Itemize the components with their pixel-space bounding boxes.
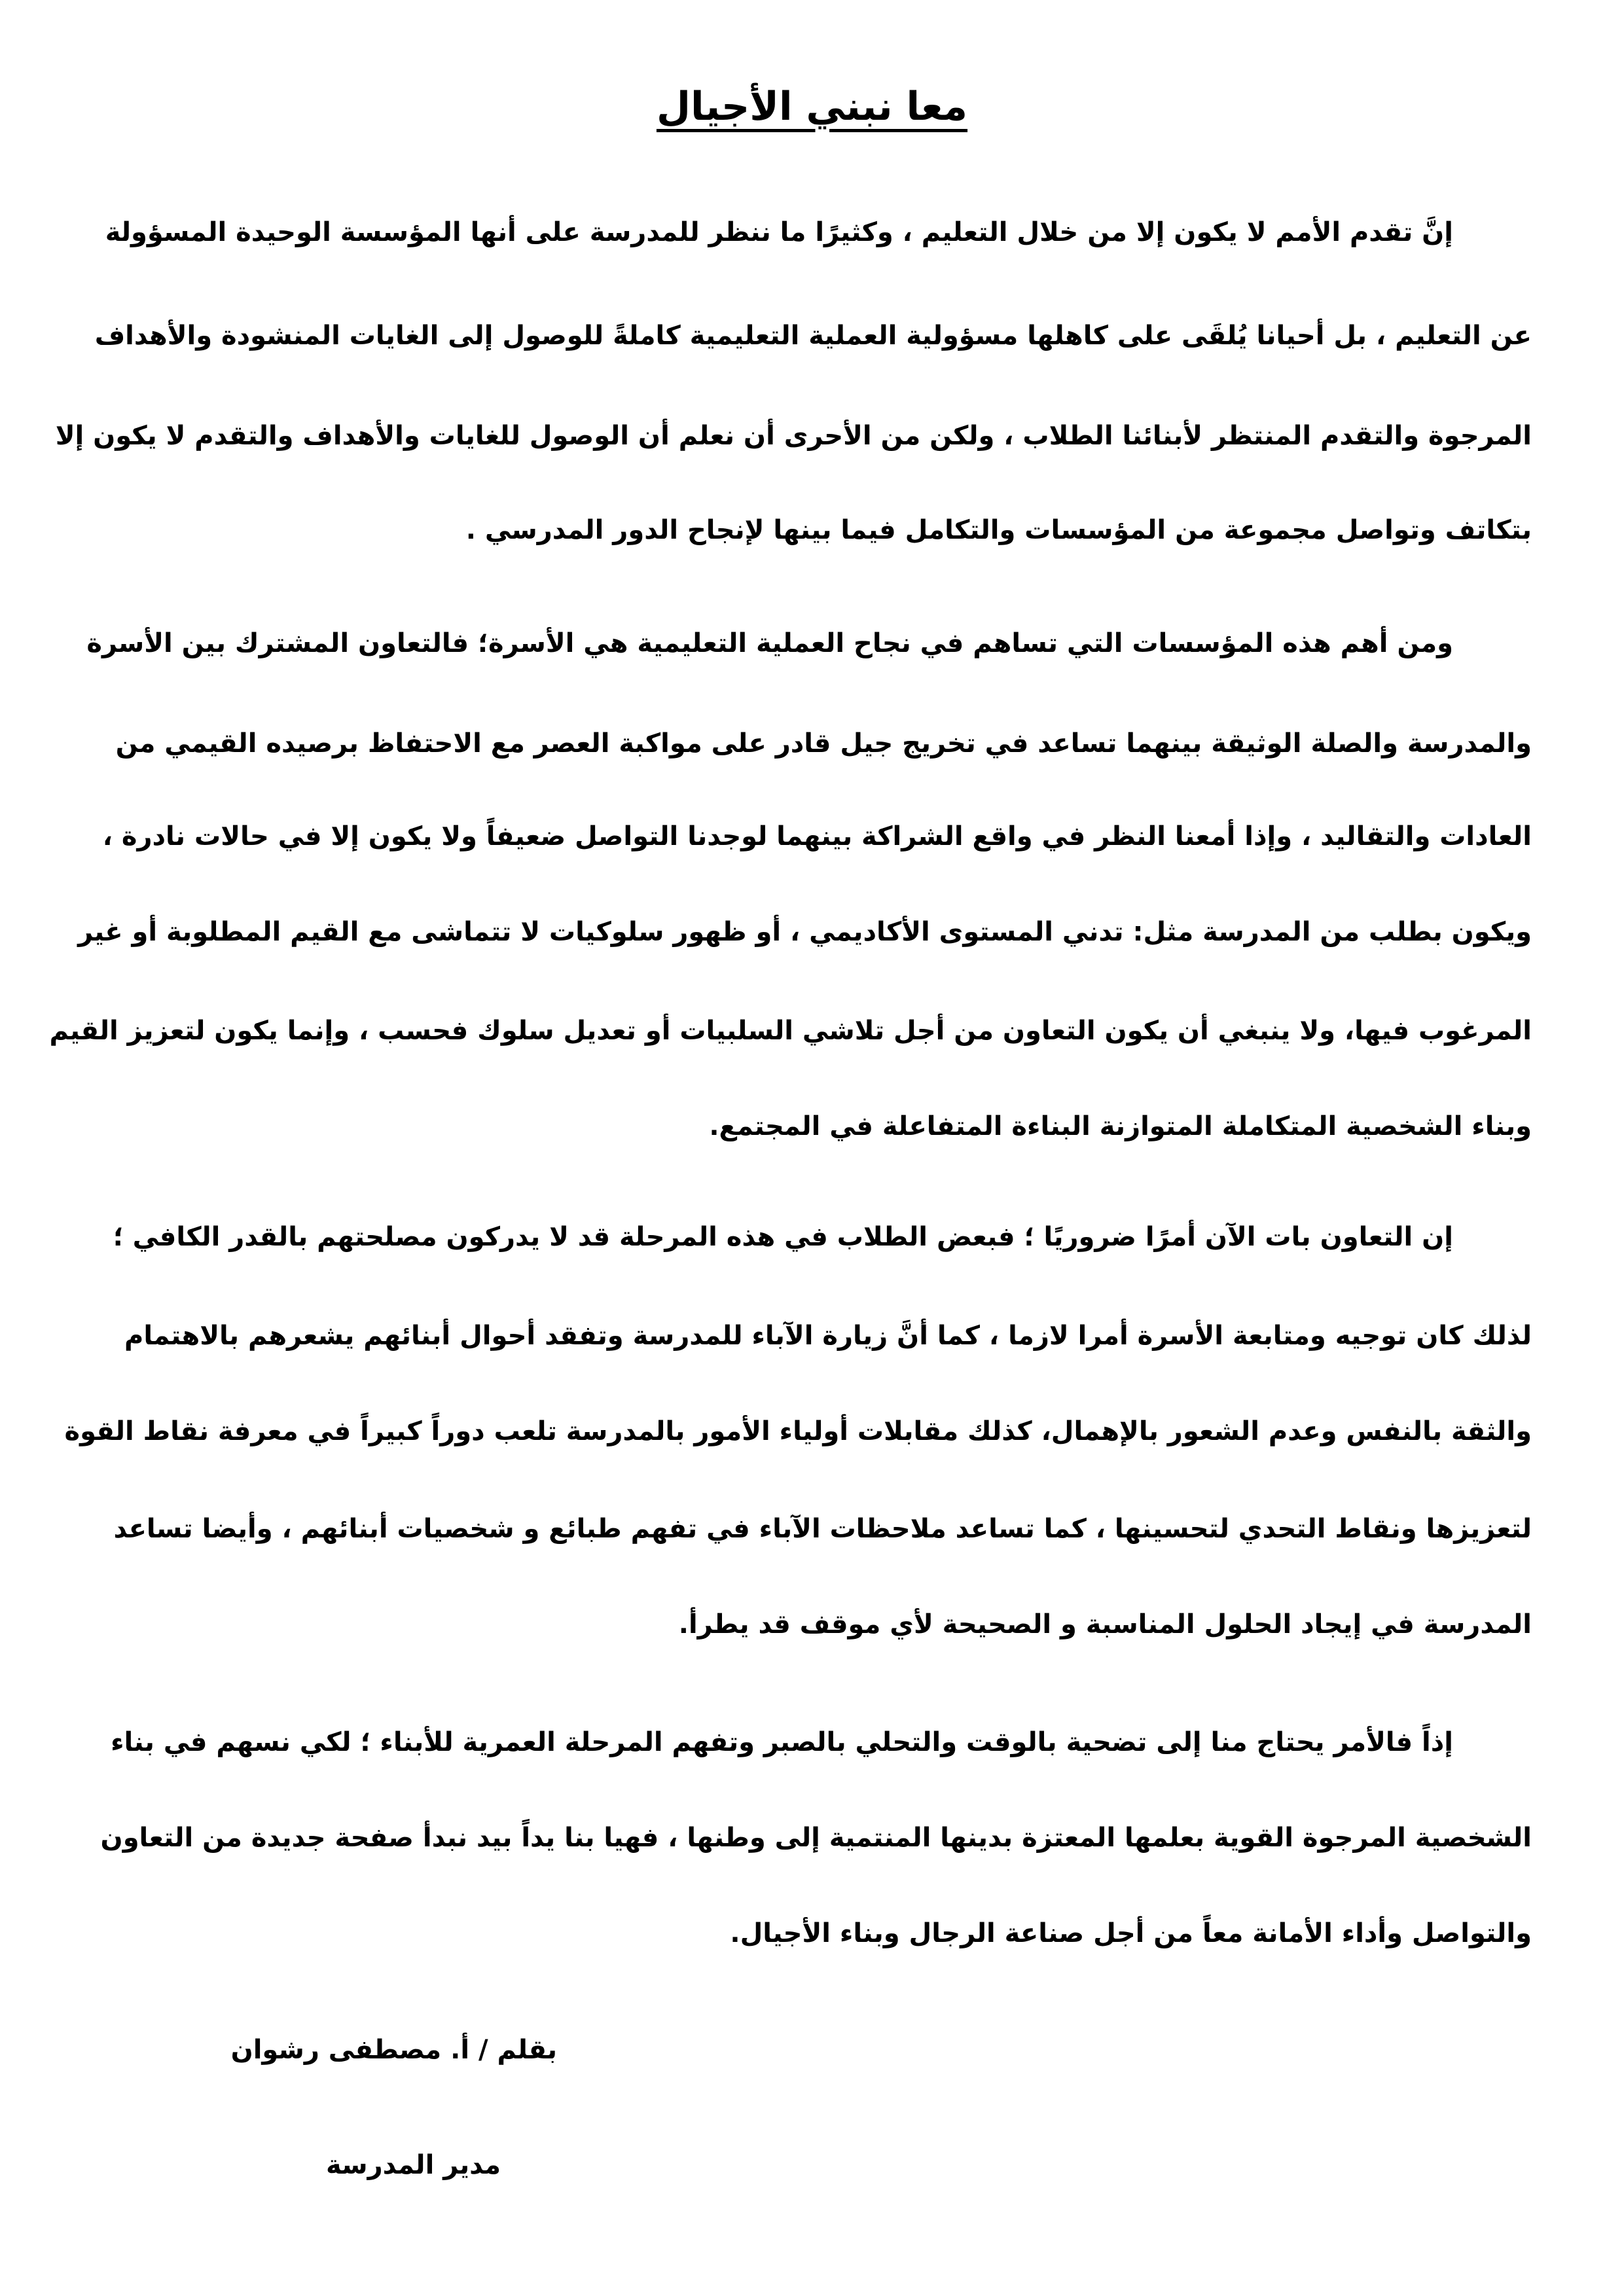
paragraph-line: المدرسة في إيجاد الحلول المناسبة و الصحيحة لأي موقف قد يطرأ.	[678, 1609, 1532, 1640]
paragraph-line: ويكون بطلب من المدرسة مثل: تدني المستوى الأكاديمي ، أو ظهور سلوكيات لا تتماشى مع القيم المطلوبة أو غير	[78, 917, 1532, 947]
paragraph-line: والمدرسة والصلة الوثيقة بينهما تساعد في تخريج جيل قادر على مواكبة العصر مع الاحتفاظ برصيده القيمي من	[115, 728, 1532, 759]
paragraph-line: المرغوب فيها، ولا ينبغي أن يكون التعاون من أجل تلاشي السلبيات أو تعديل سلوك فحسب ، وإنما يكون لتعزيز القيم	[49, 1016, 1532, 1046]
paragraph-line: المرجوة والتقدم المنتظر لأبنائنا الطلاب ، ولكن من الأحرى أن نعلم أن الوصول للغايات والأهداف والتقدم لا يكون إلا	[55, 421, 1532, 451]
paragraph-line: بتكاتف وتواصل مجموعة من المؤسسات والتكامل فيما بينها لإنجاح الدور المدرسي .	[465, 515, 1532, 545]
paragraph-line: إنَّ تقدم الأمم لا يكون إلا من خلال التعليم ، وكثيرًا ما ننظر للمدرسة على أنها المؤسسة الوحيدة المسؤولة	[105, 217, 1453, 247]
paragraph-line: والتواصل وأداء الأمانة معاً من أجل صناعة الرجال وبناء الأجيال.	[730, 1918, 1532, 1948]
signature-role: مدير المدرسة	[326, 2150, 501, 2180]
paragraph-line: العادات والتقاليد ، وإذا أمعنا النظر في واقع الشراكة بينهما لوجدنا التواصل ضعيفاً ولا يكون إلا في حالات نادرة ،	[102, 821, 1532, 852]
signature-author: بقلم / أ. مصطفى رشوان	[230, 2035, 557, 2065]
paragraph-line: لذلك كان توجيه ومتابعة الأسرة أمرا لازما ، كما أنَّ زيارة الآباء للمدرسة وتفقد أحوال أبنائهم يشعرهم بالاهتمام	[124, 1321, 1532, 1351]
paragraph-line: الشخصية المرجوة القوية بعلمها المعتزة بدينها المنتمية إلى وطنها ، فهيا بنا يداً بيد نبدأ صفحة جديدة من التعاون	[100, 1823, 1532, 1853]
paragraph-line: إذاً فالأمر يحتاج منا إلى تضحية بالوقت والتحلي بالصبر وتفهم المرحلة العمرية للأبناء ؛ لكي نسهم في بناء	[111, 1727, 1453, 1757]
paragraph-line: والثقة بالنفس وعدم الشعور بالإهمال، كذلك مقابلات أولياء الأمور بالمدرسة تلعب دوراً كبيراً في معرفة نقاط القوة	[64, 1416, 1532, 1446]
paragraph-line: لتعزيزها ونقاط التحدي لتحسينها ، كما تساعد ملاحظات الآباء في تفهم طبائع و شخصيات أبنائهم ، وأيضا تساعد	[113, 1514, 1532, 1544]
paragraph-line: عن التعليم ، بل أحيانا يُلقَى على كاهلها مسؤولية العملية التعليمية كاملةً للوصول إلى الغايات المنشودة والأهداف	[94, 321, 1532, 351]
paragraph-line: وبناء الشخصية المتكاملة المتوازنة البناءة المتفاعلة في المجتمع.	[709, 1111, 1532, 1141]
paragraph-line: إن التعاون بات الآن أمرًا ضروريًا ؛ فبعض الطلاب في هذه المرحلة قد لا يدركون مصلحتهم بالقدر الكافي ؛	[113, 1222, 1453, 1252]
page-title: معا نبني الأجيال	[656, 84, 968, 130]
paragraph-line: ومن أهم هذه المؤسسات التي تساهم في نجاح العملية التعليمية هي الأسرة؛ فالتعاون المشترك بين الأسرة	[86, 628, 1453, 658]
